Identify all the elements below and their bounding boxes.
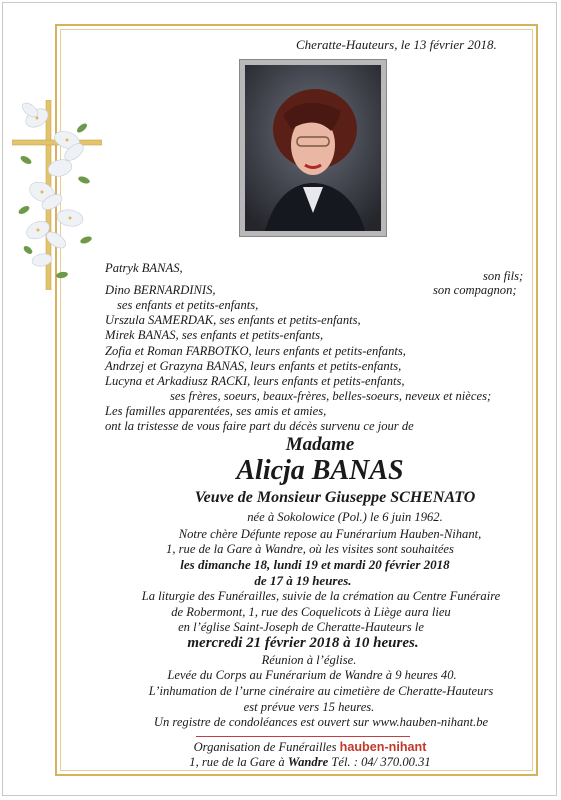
place-date: Cheratte-Hauteurs, le 13 février 2018.	[296, 37, 497, 52]
visit-dates: les dimanche 18, lundi 19 et mardi 20 février 2018	[180, 557, 450, 572]
deceased-born: née à Sokolowice (Pol.) le 6 juin 1962.	[247, 510, 443, 524]
cross-lily-decoration	[12, 100, 102, 290]
mourner-line-1: Patryk BANAS,	[105, 261, 183, 275]
footer-address-town: Wandre	[287, 755, 329, 769]
deceased-title: Madame	[285, 434, 355, 455]
mourner-line-11: ont la tristesse de vous faire part du décès survenu ce jour de	[105, 419, 414, 433]
portrait-photo	[239, 59, 387, 237]
footer-address	[85, 755, 535, 770]
deceased-widow: Veuve de Monsieur Giuseppe SCHENATO	[194, 489, 476, 506]
ceremony-line-6: Levée du Corps au Funérarium de Wandre à 9 heures 40.	[167, 668, 457, 682]
condolence-register: Un registre de condoléances est ouvert sur www.hauben-nihant.be	[153, 715, 489, 729]
visit-line-2: 1, rue de la Gare à Wandre, où les visites sont souhaitées	[166, 542, 454, 556]
mourner-line-6: Zofia et Roman FARBOTKO, leurs enfants et petits-enfants,	[105, 344, 406, 358]
ceremony-line-7: L’inhumation de l’urne cinéraire au cimetière de Cheratte-Hauteurs	[148, 684, 494, 698]
deceased-name: Alicja BANAS	[236, 455, 404, 486]
mourner-line-5: Mirek BANAS, ses enfants et petits-enfants,	[105, 328, 324, 342]
portrait-illustration	[245, 65, 381, 231]
footer-org	[85, 740, 535, 755]
mourner-line-4: Urszula SAMERDAK, ses enfants et petits-enfants,	[105, 313, 361, 327]
mourner-line-10: Les familles apparentées, ses amis et amies,	[105, 404, 327, 418]
mourner-line-9: ses frères, soeurs, beaux-frères, belles-soeurs, neveux et nièces;	[170, 389, 492, 403]
ceremony-line-5: Réunion à l’église.	[261, 653, 357, 667]
footer-address-part: 1, rue de la Gare à	[189, 755, 285, 769]
footer-org-label: Organisation de Funérailles	[193, 740, 337, 754]
ceremony-line-3: en l’église Saint-Joseph de Cheratte-Hauteurs le	[178, 620, 424, 634]
mourner-line-3: ses enfants et petits-enfants,	[117, 298, 259, 312]
ceremony-date: mercredi 21 février 2018 à 10 heures.	[187, 635, 419, 651]
ceremony-line-8: est prévue vers 15 heures.	[243, 700, 375, 714]
footer-separator	[196, 736, 410, 737]
footer-phone: Tél. : 04/ 370.00.31	[331, 755, 431, 769]
visit-line-1: Notre chère Défunte repose au Funérarium Hauben-Nihant,	[178, 527, 482, 541]
ceremony-line-1: La liturgie des Funérailles, suivie de la crémation au Centre Funéraire	[141, 589, 501, 603]
mourner-line-8: Lucyna et Arkadiusz RACKI, leurs enfants et petits-enfants,	[105, 374, 405, 388]
visit-hours: de 17 à 19 heures.	[254, 573, 352, 588]
mourner-relation-2: son compagnon;	[433, 283, 517, 297]
brand-logo: hauben-nihant	[339, 740, 427, 754]
mourner-line-2: Dino BERNARDINIS,	[105, 283, 216, 297]
ceremony-line-2: de Robermont, 1, rue des Coquelicots à Liège aura lieu	[171, 605, 451, 619]
mourner-relation-1: son fils;	[483, 269, 524, 283]
mourner-line-7: Andrzej et Grazyna BANAS, leurs enfants et petits-enfants,	[105, 359, 402, 373]
